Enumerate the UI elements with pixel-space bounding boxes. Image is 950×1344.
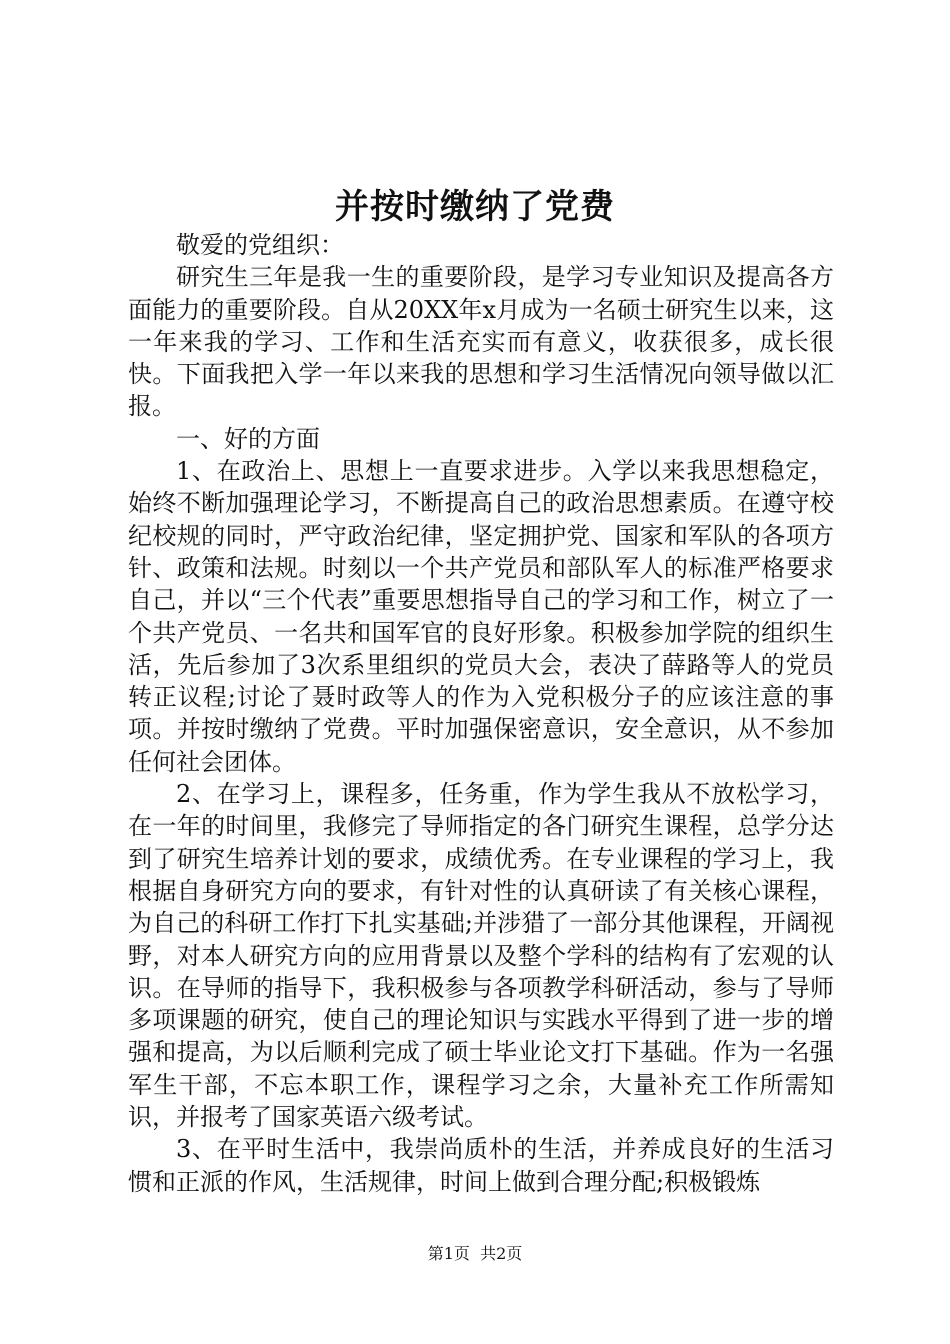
page-footer — [0, 1243, 950, 1265]
paragraph-politics: 1、在政治上、思想上一直要求进步。入学以来我思想稳定，始终不断加强理论学习，不断提高自己的政治思想素质。在遵守校纪校规的同时，严守政治纪律，坚定拥护党、国家和军队的各项方针、政策和法规。时刻以一个共产党员和部队军人的标准严格要求自己，并以“三个代表”重要思想指导自己的学习和工作，树立了一个共产党员、一名共和国军官的良好形象。积极参加学院的组织生活，先后参加了3次系里组织的党员大会，表决了薛路等人的党员转正议程;讨论了聂时政等人的作为入党积极分子的应该注意的事项。并按时缴纳了党费。平时加强保密意识，安全意识，从不参加任何社会团体。 — [128, 457, 834, 776]
section-heading: 一、好的方面 — [176, 424, 320, 453]
document-body — [128, 229, 834, 1198]
page-number: 第1页 — [427, 1244, 470, 1263]
page-total: 共2页 — [480, 1244, 523, 1263]
paragraph-study: 2、在学习上，课程多，任务重，作为学生我从不放松学习，在一年的时间里，我修完了导师指定的各门研究生课程，总学分达到了研究生培养计划的要求，成绩优秀。在专业课程的学习上，我根据自身研究方向的要求，有针对性的认真研读了有关核心课程，为自己的科研工作打下扎实基础;并涉猎了一部分其他课程，开阔视野，对本人研究方向的应用背景以及整个学科的结构有了宏观的认识。在导师的指导下，我积极参与各项教学科研活动，参与了导师多项课题的研究，使自己的理论知识与实践水平得到了进一步的增强和提高，为以后顺利完成了硕士毕业论文打下基础。作为一名强军生干部，不忘本职工作，课程学习之余，大量补充工作所需知识，并报考了国家英语六级考试。 — [128, 780, 834, 1132]
paragraph-life: 3、在平时生活中，我崇尚质朴的生活，并养成良好的生活习惯和正派的作风，生活规律，时间上做到合理分配;积极锻炼 — [128, 1135, 834, 1196]
document-title: 并按时缴纳了党费 — [335, 187, 615, 227]
paragraph-intro: 研究生三年是我一生的重要阶段，是学习专业知识及提高各方面能力的重要阶段。自从20XX年x月成为一名硕士研究生以来，这一年来我的学习、工作和生活充实而有意义，收获很多，成长很快。下面我把入学一年以来我的思想和学习生活情况向领导做以汇报。 — [128, 263, 834, 421]
salutation: 敬爱的党组织： — [176, 231, 344, 259]
